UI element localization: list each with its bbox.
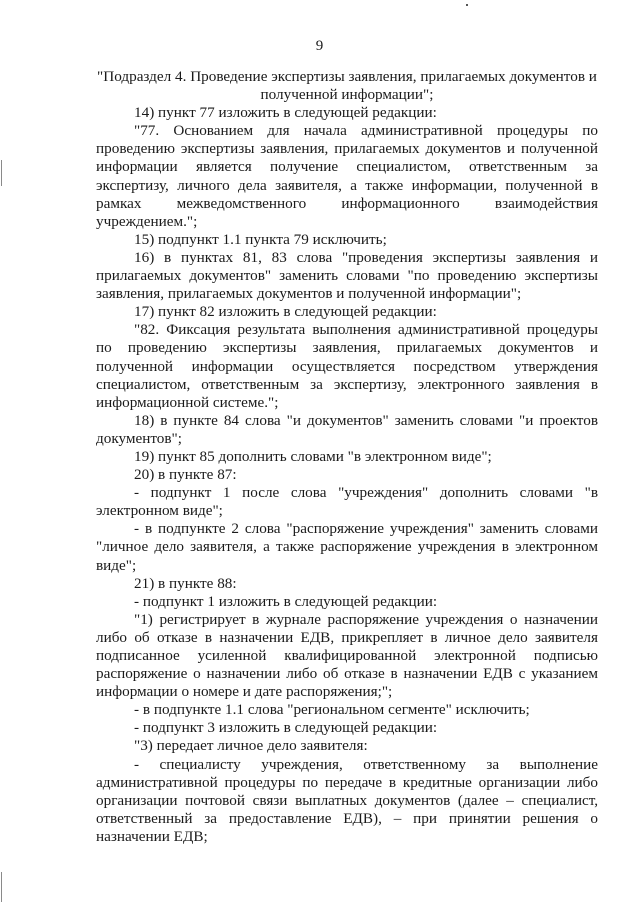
paragraph: - в подпункте 2 слова "распоряжение учреждения" заменить словами "личное дело заявителя, а также распоряжение учреждения в электронном виде"; xyxy=(96,520,598,574)
paragraph: "77. Основанием для начала административной процедуры по проведению экспертизы заявления, прилагаемых документов и полученной информации является получение специалистом, ответственным за экспертизу, личного дела заявителя, а также информации, полученной в рамках межведомственного информационного взаимодействия учреждением."; xyxy=(96,122,598,230)
paragraph: "82. Фиксация результата выполнения административной процедуры по проведению экспертизы заявления, прилагаемых документов и полученной информации осуществляется посредством утверждения специалистом, ответственным за экспертизу, электронного заявления в информационной системе."; xyxy=(96,321,598,411)
paragraph: - специалисту учреждения, ответственному за выполнение административной процедуры по передаче в кредитные организации либо организации почтовой связи выплатных документов (далее – специалист, ответственный за предоставление ЕДВ), – при принятии решения о назначении ЕДВ; xyxy=(96,755,598,845)
paragraph: 19) пункт 85 дополнить словами "в электронном виде"; xyxy=(134,447,492,465)
paragraph: 16) в пунктах 81, 83 слова "проведения экспертизы заявления и прилагаемых документов" заменить словами "по проведению экспертизы заявления, прилагаемых документов и полученной информации"; xyxy=(96,248,598,303)
subsection-heading: "Подраздел 4. Проведение экспертизы заявления, прилагаемых документов и полученной информации"; xyxy=(97,68,597,104)
paragraph: 21) в пункте 88: xyxy=(134,574,237,592)
document-body xyxy=(96,68,598,846)
paragraph: 20) в пункте 87: xyxy=(134,466,237,484)
paragraph: 18) в пункте 84 слова "и документов" заменить словами "и проектов документов"; xyxy=(96,411,598,447)
paragraph: 17) пункт 82 изложить в следующей редакции: xyxy=(134,303,437,321)
paragraph: - в подпункте 1.1 слова "региональном сегменте" исключить; xyxy=(134,701,530,719)
scan-edge-mark xyxy=(1,872,2,902)
paragraph: - подпункт 3 изложить в следующей редакции: xyxy=(134,719,438,737)
page-number: 9 xyxy=(315,38,324,54)
paragraph: "1) регистрирует в журнале распоряжение учреждения о назначении либо об отказе в назначении ЕДВ, прикрепляет в личное дело заявителя подписанное усиленной квалифицированной электронной подписью распоряжение о назначении либо об отказе в назначении ЕДВ с указанием информации о номере и дате распоряжения;"; xyxy=(96,610,598,701)
paragraph: - подпункт 1 после слова "учреждения" дополнить словами "в электронном виде"; xyxy=(96,484,598,520)
paragraph: 15) подпункт 1.1 пункта 79 исключить; xyxy=(134,230,387,248)
paragraph: - подпункт 1 изложить в следующей редакции: xyxy=(134,592,438,610)
paragraph: "3) передает личное дело заявителя: xyxy=(134,737,368,755)
scan-dot xyxy=(466,4,468,6)
paragraph: 14) пункт 77 изложить в следующей редакции: xyxy=(134,104,437,122)
scan-edge-mark xyxy=(1,160,2,186)
